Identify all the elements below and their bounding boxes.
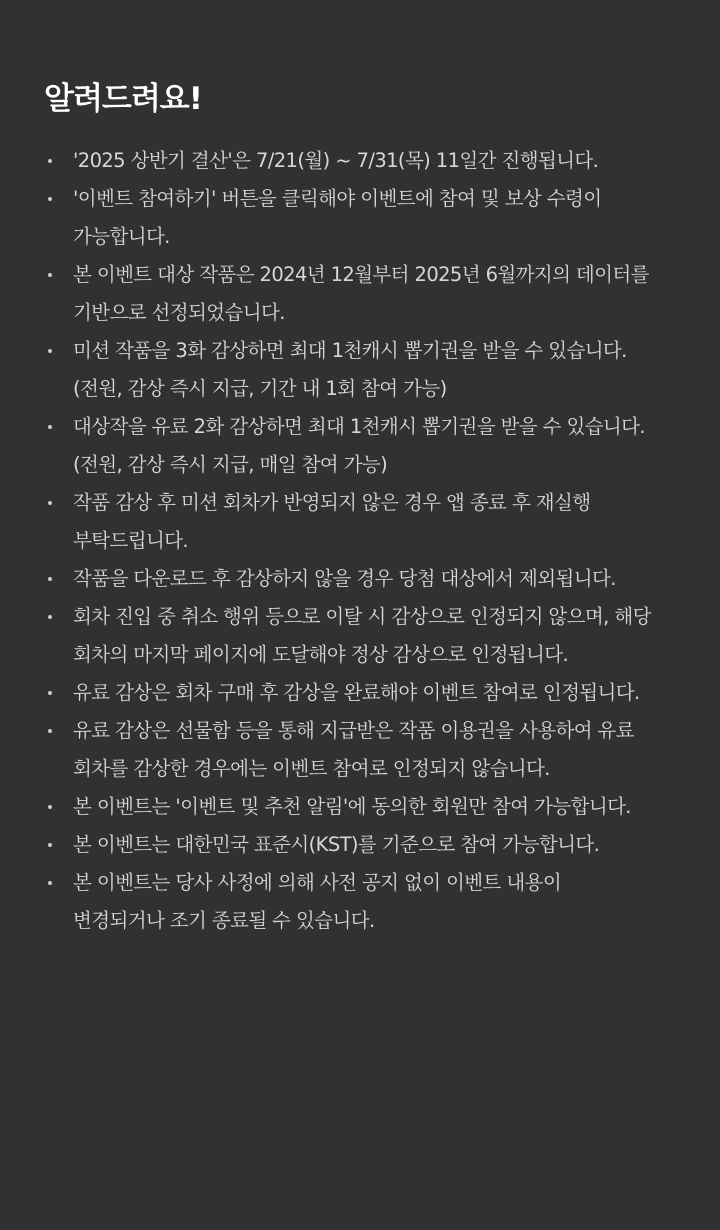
notice-item: [44, 864, 676, 940]
bullet-dot-icon: [48, 729, 52, 733]
notice-list: [44, 142, 676, 940]
notice-item-line: 본 이벤트 대상 작품은 2024년 12월부터 2025년 6월까지의 데이터를: [73, 263, 649, 286]
notice-item: [44, 256, 676, 332]
notice-item: [44, 560, 676, 598]
notice-item-line: 작품 감상 후 미션 회차가 반영되지 않은 경우 앱 종료 후 재실행: [73, 491, 591, 514]
notice-item: [44, 674, 676, 712]
notice-item-line: 부탁드립니다.: [73, 529, 189, 552]
bullet-dot-icon: [48, 881, 52, 885]
bullet-dot-icon: [48, 843, 52, 847]
notice-item-line: 가능합니다.: [73, 225, 170, 248]
notice-item-line: 유료 감상은 선물함 등을 통해 지급받은 작품 이용권을 사용하여 유료: [73, 719, 635, 742]
bullet-dot-icon: [48, 197, 52, 201]
notice-item: [44, 408, 676, 484]
notice-item-line: 유료 감상은 회차 구매 후 감상을 완료해야 이벤트 참여로 인정됩니다.: [73, 681, 640, 704]
notice-item-line: 회차의 마지막 페이지에 도달해야 정상 감상으로 인정됩니다.: [73, 643, 569, 666]
notice-item: [44, 712, 676, 788]
notice-title: 알려드려요!: [44, 81, 202, 117]
notice-item-line: '이벤트 참여하기' 버튼을 클릭해야 이벤트에 참여 및 보상 수령이: [73, 187, 602, 210]
notice-item-line: (전원, 감상 즉시 지급, 기간 내 1회 참여 가능): [73, 377, 447, 400]
notice-item-line: 회차를 감상한 경우에는 이벤트 참여로 인정되지 않습니다.: [73, 757, 550, 780]
bullet-dot-icon: [48, 159, 52, 163]
notice-item: [44, 826, 676, 864]
notice-item-line: 본 이벤트는 대한민국 표준시(KST)를 기준으로 참여 가능합니다.: [73, 833, 600, 856]
notice-item: [44, 180, 676, 256]
bullet-dot-icon: [48, 615, 52, 619]
notice-item-line: 대상작을 유료 2화 감상하면 최대 1천캐시 뽑기권을 받을 수 있습니다.: [73, 415, 645, 438]
notice-item: [44, 788, 676, 826]
notice-item: [44, 142, 676, 180]
notice-item-line: 회차 진입 중 취소 행위 등으로 이탈 시 감상으로 인정되지 않으며, 해당: [73, 605, 651, 628]
notice-item-line: (전원, 감상 즉시 지급, 매일 참여 가능): [73, 453, 388, 476]
bullet-dot-icon: [48, 501, 52, 505]
bullet-dot-icon: [48, 425, 52, 429]
bullet-dot-icon: [48, 805, 52, 809]
notice-item: [44, 598, 676, 674]
bullet-dot-icon: [48, 691, 52, 695]
notice-item: [44, 484, 676, 560]
notice-item: [44, 332, 676, 408]
notice-item-line: 본 이벤트는 '이벤트 및 추천 알림'에 동의한 회원만 참여 가능합니다.: [73, 795, 631, 818]
notice-item-line: 미션 작품을 3화 감상하면 최대 1천캐시 뽑기권을 받을 수 있습니다.: [73, 339, 627, 362]
bullet-dot-icon: [48, 577, 52, 581]
notice-item-line: 본 이벤트는 당사 사정에 의해 사전 공지 없이 이벤트 내용이: [73, 871, 562, 894]
notice-item-line: 기반으로 선정되었습니다.: [73, 301, 285, 324]
notice-item-line: 변경되거나 조기 종료될 수 있습니다.: [73, 909, 375, 932]
notice-item-line: 작품을 다운로드 후 감상하지 않을 경우 당첨 대상에서 제외됩니다.: [73, 567, 616, 590]
notice-item-line: '2025 상반기 결산'은 7/21(월) ~ 7/31(목) 11일간 진행됩니다.: [73, 149, 599, 172]
bullet-dot-icon: [48, 273, 52, 277]
bullet-dot-icon: [48, 349, 52, 353]
